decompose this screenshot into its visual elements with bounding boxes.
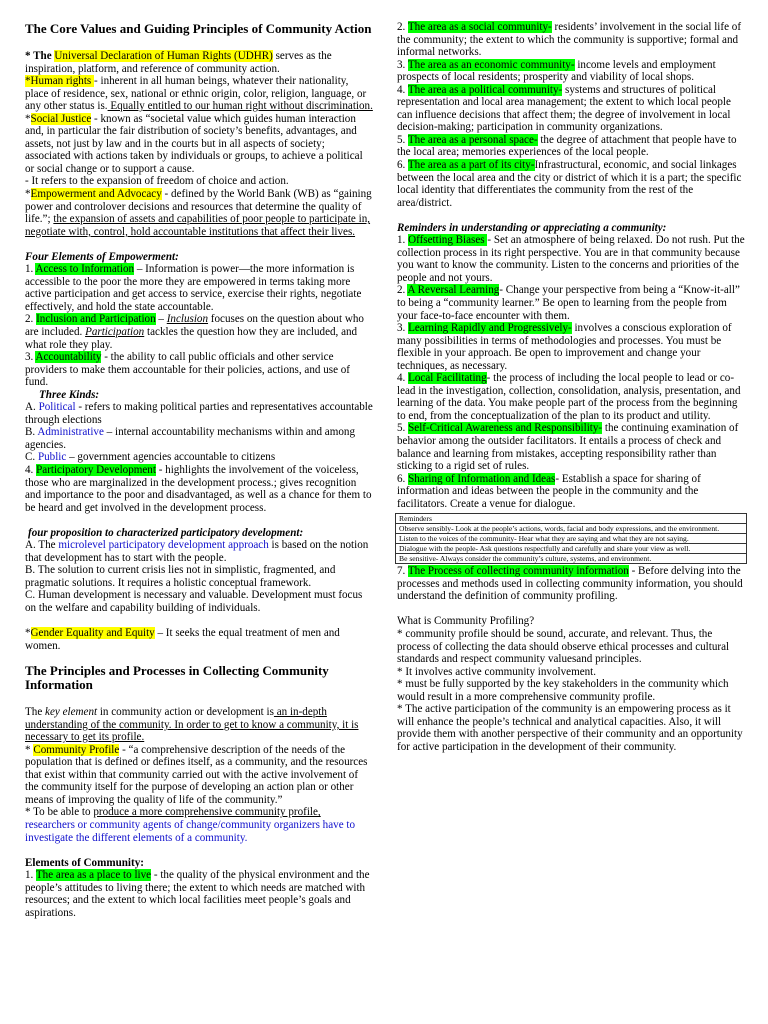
element-inclusion: 2. Inclusion and Participation – Inclusion focuses on the question about who are included. Participation tackles the question how they are included, and what role they play. (25, 313, 364, 351)
gender-paragraph: *Gender Equality and Equity – It seeks the equal treatment of men and women. (25, 627, 340, 652)
element-area-economic: 3. The area as an economic community- income levels and employment prospects of local residents; prosperity and viability of local shops. (397, 58, 716, 84)
kind-public: C. Public – government agencies accountable to citizens (25, 451, 276, 464)
element-area-city: 6. The area as a part of its city-Infrastructural, economic, and social linkages between the local area and the city or district of which it is a part; the specific local identity that differentiates the community from the rest of the area/district. (397, 159, 742, 209)
reminder-reversal: 2. A Reversal Learning- Change your perspective from being a “Know-it-all” to being a “community learner.” Be open to learning from the people from your face-to-face encounter with them. (397, 284, 740, 322)
key-element-paragraph: The key element in community action or development is an in-depth understanding of the community. In order to get to know a community, it is necessary to get its profile. (25, 706, 359, 744)
to-be-able-paragraph: * To be able to produce a more comprehensive community profile, researchers or community agents of change/community organizers have to investigate the different elements of a community. (25, 806, 356, 844)
what-is-heading: What is Community Profiling? (397, 615, 535, 628)
reminder-process: 7. The Process of collecting community information - Before delving into the processes and methods used in collecting community information, you should understand the definition of community profiling. (397, 565, 743, 603)
empowerment-paragraph: *Empowerment and Advocacy - defined by the World Bank (WB) as “gaining power and controlover decisions and resources that determine the quality of life.”; the expansion of assets and capabilities of poor people to participate in, negotiate with, control, hold accountable institutions that affect their lives. (25, 188, 372, 238)
reminders-heading: Reminders in understanding or appreciating a community: (397, 221, 667, 234)
table-row: Reminders (396, 514, 747, 524)
social-justice-paragraph: *Social Justice - known as “societal value which guides human interaction and, in particular the fair distribution of society’s benefits, advantages, and assets, not just by law and in the courts but in all aspects of society; associated with actions taken by individuals or groups, to achieve a political or social change or to support a cause. (25, 112, 363, 175)
four-elements-heading: Four Elements of Empowerment: (25, 250, 179, 263)
reminders-table (395, 513, 747, 564)
udhr-paragraph: * The Universal Declaration of Human Rights (UDHR) serves as the inspiration, platform, and reference of community action. (25, 50, 332, 75)
highlight-human-rights: *Human rights (25, 75, 95, 88)
reminder-self-critical: 5. Self-Critical Awareness and Responsibility- the continuing examination of behavior among the outsider facilitators. It entails a process of check and balance and learning from mistakes, accepting responsibility rather than sticking to a rigid set of rules. (397, 422, 739, 473)
table-row: Dialogue with the people- Ask questions respectfully and carefully and share your view as well. (396, 544, 747, 554)
profiling-bullet: * It involves active community involvement. (397, 665, 597, 678)
element-access: 1. Access to Information – Information is power—the more information is accessible to the poor the more they are empowered in terms taking more active participation and get access to service, exercise their rights, negotiate effectively, and hold the state accountable. (25, 263, 362, 313)
element-area-political: 4. The area as a political community- systems and structures of political representation and local area management; the extent to which local people can influence decisions that affect them; the degree of involvement in local decision-making; participation in community organizations. (397, 83, 731, 134)
element-area-personal: 5. The area as a personal space- the degree of attachment that people have to the local area; memories experiences of the local people. (397, 133, 737, 159)
table-row: Be sensitive- Always consider the community’s culture, systems, and environment. (396, 554, 747, 564)
section-title-principles: The Principles and Processes in Collecting Community Information (25, 663, 329, 693)
highlight-social-justice: Social Justice (30, 112, 92, 125)
profiling-bullet: * must be fully supported by the key stakeholders in the community which would result in a more comprehensive community profile. (397, 678, 729, 703)
page-title: The Core Values and Guiding Principles of Community Action (25, 21, 372, 36)
proposition-c: C. Human development is necessary and valuable. Development must focus on the welfare and capability building of individuals. (25, 589, 363, 614)
three-kinds-heading: Three Kinds: (39, 388, 100, 401)
kind-administrative: B. Administrative – internal accountability mechanisms within and among agencies. (25, 426, 355, 451)
element-area-place: 1. The area as a place to live - the quality of the physical environment and the people’s attitudes to living there; the extent to which needs are matched with resources; and the extent to which local facilities meet people’s goals and aspirations. (25, 869, 370, 919)
freedom-line: - It refers to the expansion of freedom of choice and action. (25, 175, 289, 188)
reminder-facilitating: 4. Local Facilitating- the process of including the local people to lead or co-lead in the investigation, collection, consolidation, analysis, presentation, and learning of the data. You make people part of the process from the beginning to end, from the conceptualization of the plan to its product and utility. (397, 372, 741, 422)
reminder-learning: 3. Learning Rapidly and Progressively- involves a conscious exploration of many possibilities in terms of methodologies and processes. You must be flexible in your approach. Be open to improvement and change your techniques, as necessary. (397, 322, 732, 372)
reminder-offsetting: 1. Offsetting Biases - Set an atmosphere of being relaxed. Do not rush. Put the collection process in its right perspective. You are in that community because you want to know the community. Listen to the concerns and priorities of the people and not yours. (397, 234, 745, 284)
left-column (25, 0, 373, 919)
human-rights-paragraph: *Human rights - inherent in all human beings, whatever their nationality, place of residence, sex, national or ethnic origin, color, religion, language, or any other status is. Equally entitled to our human right without discrimination. (25, 75, 373, 113)
highlight-udhr: Universal Declaration of Human Rights (UDHR) (54, 50, 273, 62)
highlight-gender: Gender Equality and Equity (30, 627, 155, 640)
right-column (397, 0, 745, 753)
four-proposition-heading: four proposition to characterized participatory development: (28, 526, 304, 539)
element-accountability: 3. Accountability - the ability to call public officials and other service providers to make them accountable for their policies, actions, and use of fund. (25, 351, 351, 389)
element-area-social: 2. The area as a social community- residents’ involvement in the social life of the community; the extent to which the community is supportive; formal and informal networks. (397, 21, 742, 59)
community-profile-paragraph: * Community Profile - “a comprehensive description of the needs of the population that is defined or defines itself, as a community, and the resources that exist within that community carried out with the active involvement of the community itself for the purpose of developing an action plan or other means of improving the quality of life of the community.” (25, 743, 368, 806)
kind-political: A. Political - refers to making political parties and representatives accountable through elections (25, 401, 373, 426)
profiling-bullet: * The active participation of the community is an empowering process as it will enhance the people’s technical and analytical capacities. Also, it will provide them with another perspective of their community and an opportunity for active participation in the development of their community. (397, 703, 743, 753)
profiling-bullet: * community profile should be sound, accurate, and relevant. Thus, the process of collecting the data should observe ethical processes and cultural standards and respect community valuesand principles. (397, 627, 730, 666)
elements-heading: Elements of Community: (25, 856, 144, 869)
table-row: Listen to the voices of the community- Hear what they are saying and what they are not saying. (396, 534, 747, 544)
proposition-b: B. The solution to current crisis lies not in simplistic, fragmented, and pragmatic solutions. It requires a holistic conceptual framework. (25, 564, 336, 589)
table-row: Observe sensibly- Look at the people’s actions, words, facial and body expressions, and the environment. (396, 524, 747, 534)
reminder-sharing: 6. Sharing of Information and Ideas- Establish a space for sharing of information and ideas between the people in the community and the facilitators. Create a venue for dialogue. (397, 472, 701, 510)
highlight-empowerment: Empowerment and Advocacy (30, 188, 162, 201)
element-participatory: 4. Participatory Development - highlights the involvement of the voiceless, those who are marginalized in the development process.; gives recognition and importance to the poor and disadvantaged, as well as a chance for them to be heard and get involved in the development process. (25, 464, 372, 514)
highlight-community-profile: Community Profile (33, 743, 120, 756)
proposition-a: A. The microlevel participatory development approach is based on the notion that development has to start with the people. (25, 539, 369, 564)
